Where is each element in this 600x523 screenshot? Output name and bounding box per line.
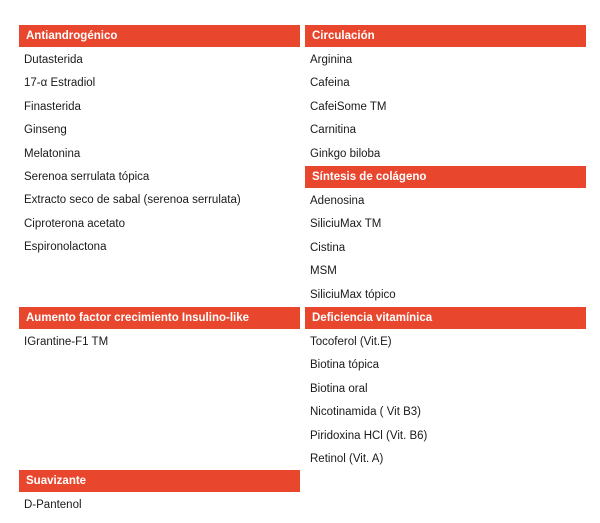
list-item: Piridoxina HCl (Vit. B6) — [310, 429, 428, 442]
list-item: Melatonina — [24, 147, 81, 160]
section-antiandrogenico — [19, 25, 300, 260]
list-item: Nicotinamida ( Vit B3) — [310, 406, 421, 419]
list-item: Carnitina — [310, 124, 357, 137]
list-item: Tocoferol (Vit.E) — [310, 336, 392, 348]
list-item: SiliciuMax tópico — [310, 288, 396, 301]
section-sintesis-colageno — [305, 166, 586, 307]
list-item: 17-α Estradiol — [24, 77, 96, 90]
list-item: D-Pantenol — [24, 499, 82, 511]
list-item: Cistina — [310, 241, 346, 254]
list-item: Extracto seco de sabal (serenoa serrulata) — [24, 194, 241, 207]
section-header-antiandrogenico: Antiandrogénico — [19, 25, 300, 47]
section-aumento-igf — [19, 307, 300, 354]
section-header-suavizante: Suavizante — [19, 470, 300, 492]
list-item: Cafeina — [310, 77, 350, 90]
list-item: Retinol (Vit. A) — [310, 452, 384, 465]
section-header-aumento-igf: Aumento factor crecimiento Insulino-like — [19, 307, 300, 329]
list-item: Serenoa serrulata tópica — [24, 170, 150, 183]
list-item: Ginseng — [24, 124, 67, 137]
section-header-deficiencia-vitaminica: Deficiencia vitamínica — [305, 307, 586, 329]
list-item: Dutasterida — [24, 54, 83, 66]
section-deficiencia-vitaminica — [305, 307, 586, 471]
list-item: CafeiSome TM — [310, 100, 387, 113]
list-item: Ginkgo biloba — [310, 147, 381, 160]
list-item: Arginina — [310, 54, 353, 66]
list-item: Finasterida — [24, 100, 81, 113]
section-circulacion — [305, 25, 586, 166]
list-item: Ciproterona acetato — [24, 217, 126, 230]
list-item: Espironolactona — [24, 241, 107, 254]
list-item: SiliciuMax TM — [310, 218, 382, 231]
section-header-sintesis-colageno: Síntesis de colágeno — [305, 166, 586, 188]
list-item: Biotina oral — [310, 382, 368, 395]
list-item: Adenosina — [310, 195, 365, 207]
list-item: IGrantine-F1 TM — [24, 336, 109, 348]
section-suavizante — [19, 470, 300, 517]
list-item: Biotina tópica — [310, 359, 380, 372]
section-header-circulacion: Circulación — [305, 25, 586, 47]
list-item: MSM — [310, 265, 337, 278]
